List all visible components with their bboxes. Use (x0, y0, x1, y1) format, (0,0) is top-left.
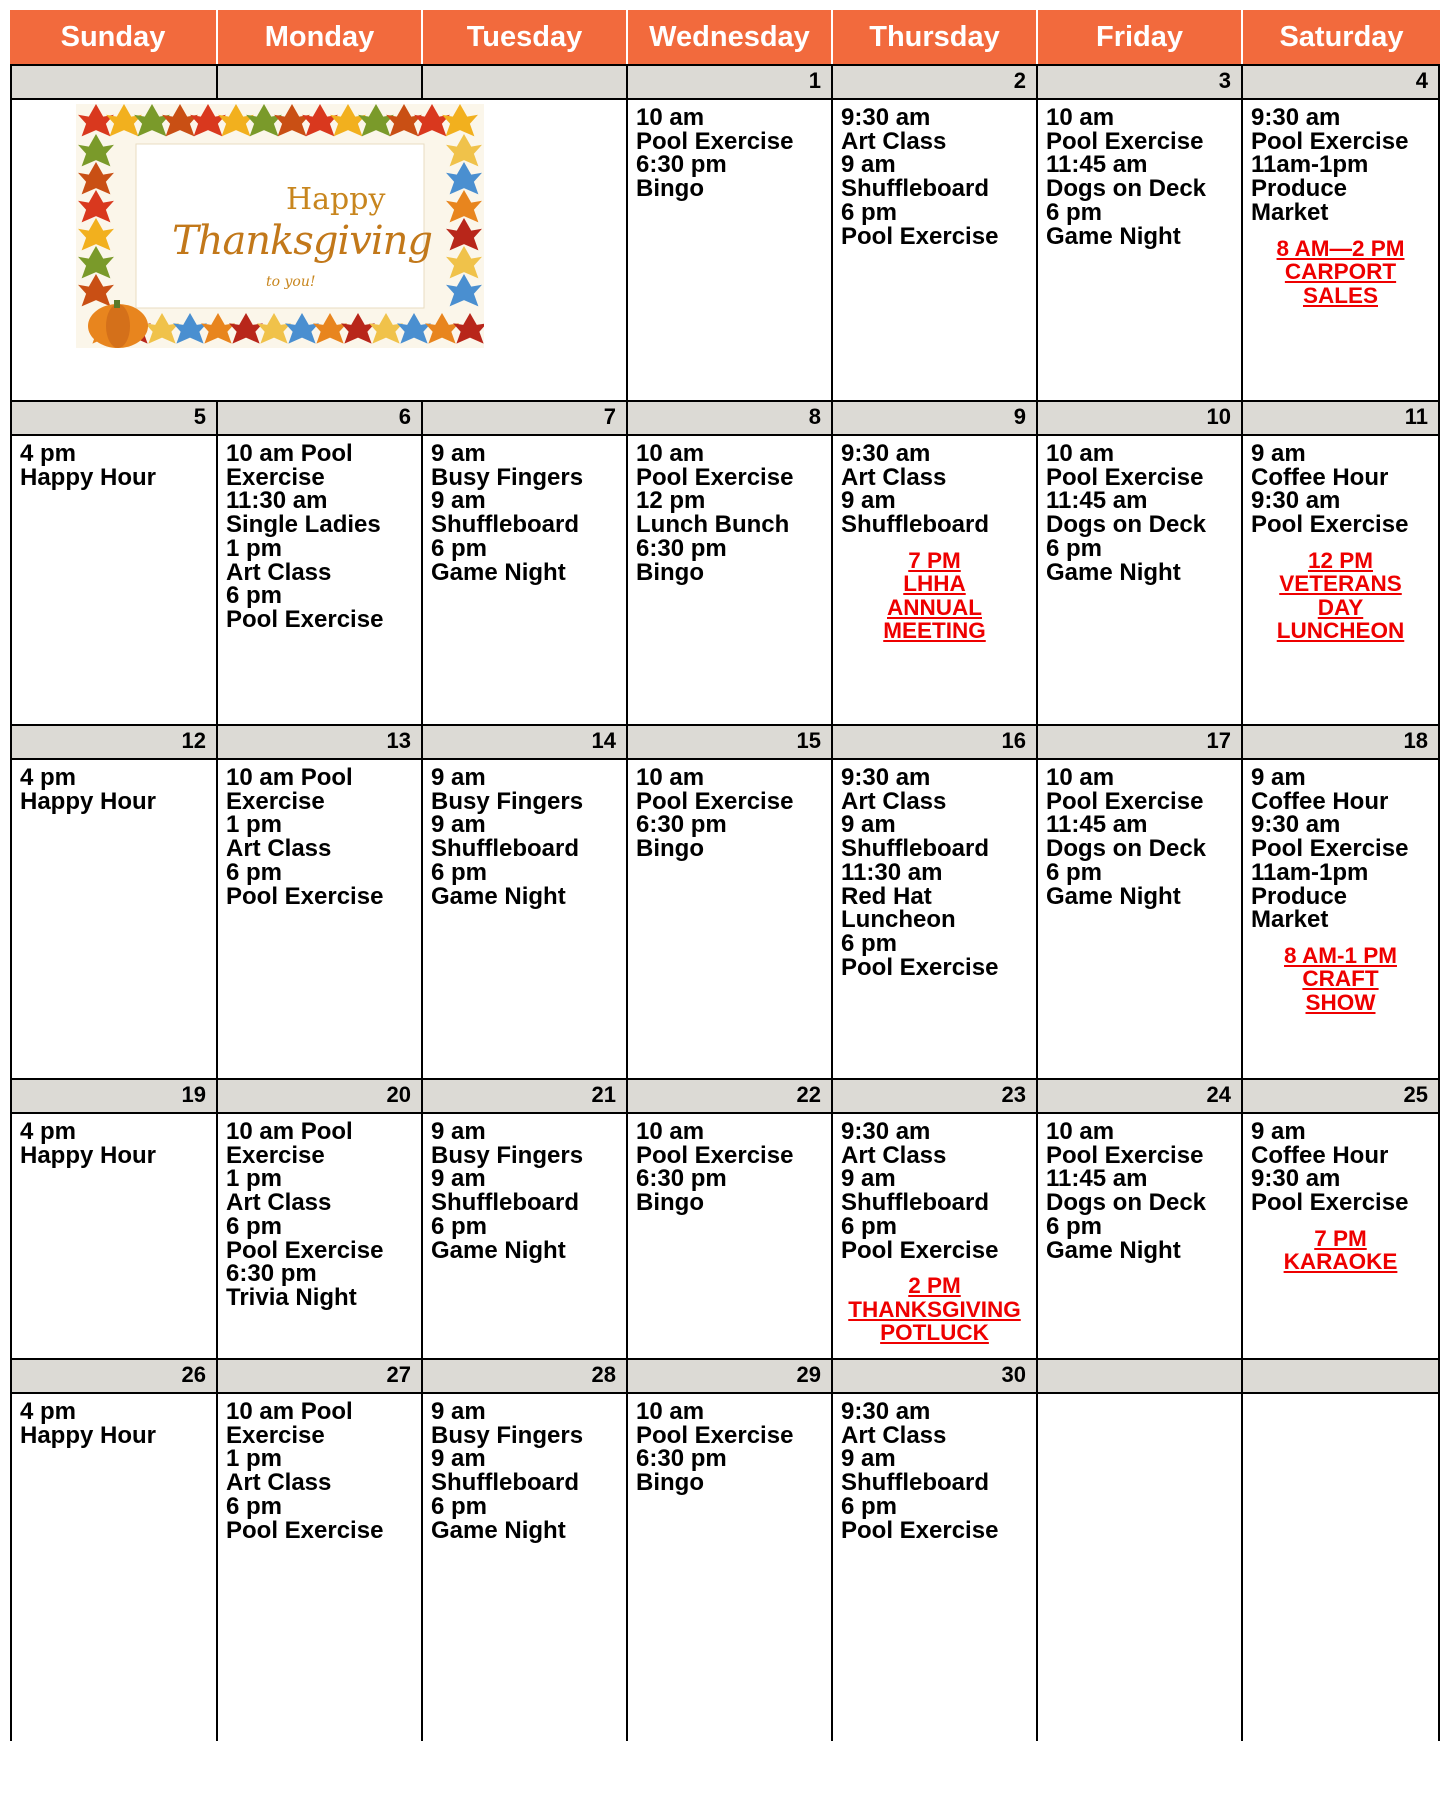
event-list: 10 am Pool Exercise 11:45 am Dogs on Deck 6 pm Game Night (1046, 764, 1207, 910)
event-list: 10 am Pool Exercise 11:45 am Dogs on Deck 6 pm Game Night (1046, 104, 1207, 250)
day-cell-sunday (10, 434, 218, 724)
event-list: 9 am Coffee Hour 9:30 am Pool Exercise (1251, 1118, 1409, 1217)
event-list: 9:30 am Art Class 9 am Shuffleboard 6 pm Pool Exercise (841, 104, 999, 250)
date-number: 1 (628, 64, 833, 98)
event-list: 9 am Busy Fingers 9 am Shuffleboard 6 pm Game Night (431, 1118, 584, 1264)
weekday-header-thursday: Thursday (833, 10, 1038, 64)
date-number: 24 (1038, 1078, 1243, 1112)
date-number: 23 (833, 1078, 1038, 1112)
day-cell-friday (1038, 1112, 1243, 1358)
date-number: 7 (423, 400, 628, 434)
date-number: 27 (218, 1358, 423, 1392)
event-list: 9 am Coffee Hour 9:30 am Pool Exercise (1251, 440, 1409, 539)
day-cell-thursday (833, 1392, 1038, 1741)
thanksgiving-greeting-card (76, 104, 484, 348)
day-cell-saturday (1243, 1112, 1440, 1358)
date-number: 5 (10, 400, 218, 434)
date-number: 8 (628, 400, 833, 434)
date-number (10, 64, 218, 98)
special-event-link[interactable]: 2 PM THANKSGIVING POTLUCK (848, 1273, 1021, 1346)
event-list: 9 am Busy Fingers 9 am Shuffleboard 6 pm Game Night (431, 440, 584, 586)
date-number: 30 (833, 1358, 1038, 1392)
date-number: 4 (1243, 64, 1440, 98)
date-number (423, 64, 628, 98)
day-cell-sunday (10, 1392, 218, 1741)
event-list: 9 am Busy Fingers 9 am Shuffleboard 6 pm Game Night (431, 1398, 584, 1544)
weekday-header-sunday: Sunday (10, 10, 218, 64)
weekday-header-saturday: Saturday (1243, 10, 1440, 64)
day-cell-thursday (833, 434, 1038, 724)
date-number: 25 (1243, 1078, 1440, 1112)
special-event-link[interactable]: 7 PM KARAOKE (1283, 1225, 1398, 1275)
day-cell-tuesday (423, 1392, 628, 1741)
day-cell-thursday (833, 758, 1038, 1078)
day-cell-tuesday (423, 758, 628, 1078)
event-list: 9:30 am Art Class 9 am Shuffleboard (841, 440, 989, 539)
event-list: 4 pm Happy Hour (20, 1118, 157, 1169)
date-number: 22 (628, 1078, 833, 1112)
event-list: 9 am Coffee Hour 9:30 am Pool Exercise 11am-1pm Produce Market (1251, 764, 1409, 934)
thanksgiving-image-cell (10, 98, 628, 400)
date-number: 14 (423, 724, 628, 758)
day-cell-friday (1038, 98, 1243, 400)
date-number: 29 (628, 1358, 833, 1392)
date-number: 17 (1038, 724, 1243, 758)
day-cell-wednesday (628, 98, 833, 400)
event-list: 4 pm Happy Hour (20, 440, 157, 491)
event-list: 4 pm Happy Hour (20, 764, 157, 815)
event-list: 10 am Pool Exercise 6:30 pm Bingo (636, 1398, 794, 1497)
greeting-to-you: to you! (266, 274, 316, 290)
date-number: 26 (10, 1358, 218, 1392)
day-cell-monday (218, 1112, 423, 1358)
monthly-calendar (10, 10, 1440, 1805)
date-number: 16 (833, 724, 1038, 758)
day-cell-friday (1038, 758, 1243, 1078)
weekday-header-wednesday: Wednesday (628, 10, 833, 64)
day-cell-monday (218, 1392, 423, 1741)
day-cell-friday (1038, 434, 1243, 724)
special-event-link[interactable]: 7 PM LHHA ANNUAL MEETING (883, 547, 986, 644)
date-number (1038, 1358, 1243, 1392)
weekday-header-friday: Friday (1038, 10, 1243, 64)
greeting-thanksgiving: Thanksgiving (172, 218, 432, 264)
date-number: 28 (423, 1358, 628, 1392)
day-cell-sunday (10, 1112, 218, 1358)
date-number: 3 (1038, 64, 1243, 98)
day-cell-wednesday (628, 758, 833, 1078)
day-cell-tuesday (423, 434, 628, 724)
date-number: 12 (10, 724, 218, 758)
special-event-link[interactable]: 8 AM—2 PM CARPORT SALES (1276, 235, 1405, 308)
special-event-link[interactable]: 12 PM VETERANS DAY LUNCHEON (1276, 547, 1405, 644)
date-number: 15 (628, 724, 833, 758)
day-cell-sunday (10, 758, 218, 1078)
day-cell-monday (218, 434, 423, 724)
date-number: 6 (218, 400, 423, 434)
event-list: 4 pm Happy Hour (20, 1398, 157, 1449)
event-list: 10 am Pool Exercise 12 pm Lunch Bunch 6:30 pm Bingo (636, 440, 794, 586)
day-cell-tuesday (423, 1112, 628, 1358)
day-cell-friday (1038, 1392, 1243, 1741)
date-number: 2 (833, 64, 1038, 98)
event-list: 10 am Pool Exercise 6:30 pm Bingo (636, 104, 794, 203)
date-number: 19 (10, 1078, 218, 1112)
date-number (1243, 1358, 1440, 1392)
date-number: 20 (218, 1078, 423, 1112)
event-list: 9:30 am Art Class 9 am Shuffleboard 6 pm Pool Exercise (841, 1118, 999, 1264)
day-cell-thursday (833, 98, 1038, 400)
day-cell-monday (218, 758, 423, 1078)
event-list: 10 am Pool Exercise 1 pm Art Class 6 pm Pool Exercise (226, 1398, 384, 1544)
event-list: 10 am Pool Exercise 11:30 am Single Ladies 1 pm Art Class 6 pm Pool Exercise (226, 440, 384, 633)
event-list: 10 am Pool Exercise 11:45 am Dogs on Deck 6 pm Game Night (1046, 1118, 1207, 1264)
event-list: 9:30 am Art Class 9 am Shuffleboard 11:30 am Red Hat Luncheon 6 pm Pool Exercise (841, 764, 999, 981)
event-list: 10 am Pool Exercise 6:30 pm Bingo (636, 1118, 794, 1217)
day-cell-wednesday (628, 1112, 833, 1358)
special-event-link[interactable]: 8 AM-1 PM CRAFT SHOW (1284, 942, 1397, 1015)
date-number: 18 (1243, 724, 1440, 758)
date-number: 11 (1243, 400, 1440, 434)
date-number: 13 (218, 724, 423, 758)
day-cell-saturday (1243, 434, 1440, 724)
day-cell-thursday (833, 1112, 1038, 1358)
day-cell-saturday (1243, 1392, 1440, 1741)
day-cell-wednesday (628, 434, 833, 724)
greeting-happy: Happy (286, 182, 386, 217)
day-cell-saturday (1243, 758, 1440, 1078)
date-number: 9 (833, 400, 1038, 434)
day-cell-wednesday (628, 1392, 833, 1741)
day-cell-saturday (1243, 98, 1440, 400)
date-number: 10 (1038, 400, 1243, 434)
date-number: 21 (423, 1078, 628, 1112)
event-list: 10 am Pool Exercise 1 pm Art Class 6 pm Pool Exercise 6:30 pm Trivia Night (226, 1118, 384, 1311)
weekday-header-tuesday: Tuesday (423, 10, 628, 64)
event-list: 10 am Pool Exercise 6:30 pm Bingo (636, 764, 794, 863)
calendar-grid (10, 10, 1440, 1805)
event-list: 10 am Pool Exercise 11:45 am Dogs on Deck 6 pm Game Night (1046, 440, 1207, 586)
event-list: 9 am Busy Fingers 9 am Shuffleboard 6 pm Game Night (431, 764, 584, 910)
event-list: 9:30 am Pool Exercise 11am-1pm Produce Market (1251, 104, 1409, 226)
weekday-header-monday: Monday (218, 10, 423, 64)
date-number (218, 64, 423, 98)
event-list: 9:30 am Art Class 9 am Shuffleboard 6 pm Pool Exercise (841, 1398, 999, 1544)
event-list: 10 am Pool Exercise 1 pm Art Class 6 pm Pool Exercise (226, 764, 384, 910)
